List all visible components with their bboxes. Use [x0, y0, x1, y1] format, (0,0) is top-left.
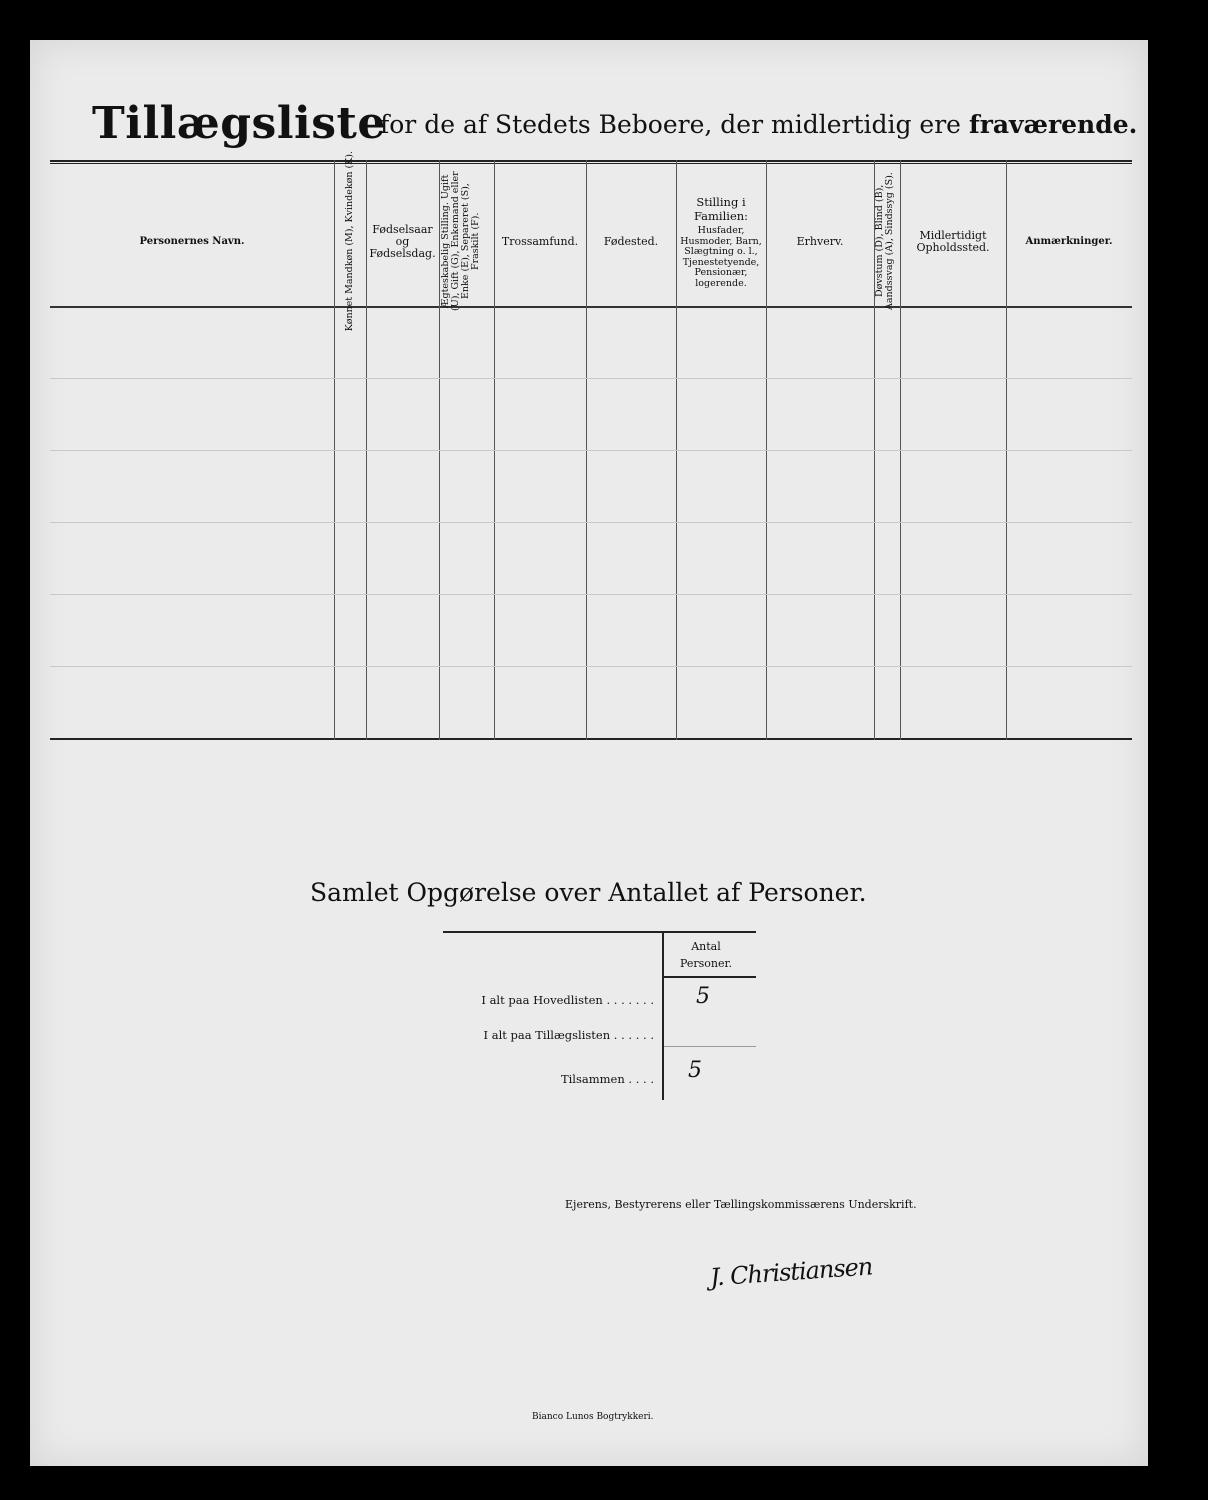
header-disability — [874, 168, 900, 314]
header-birthplace: Fødested. — [603, 235, 659, 248]
row-rule — [50, 594, 1132, 595]
summary-total-rule — [664, 1046, 756, 1047]
header-sex — [334, 150, 366, 332]
header-family-title: Stilling i Familien: — [693, 195, 749, 223]
summary-row-value: 5 — [688, 1058, 702, 1083]
header-sex-text: Kønnet Mandkøn (M), Kvindekøn (K). — [344, 150, 355, 332]
summary-row-label: I alt paa Tillægslisten . . . . . . — [483, 1028, 654, 1042]
header-religion: Trossamfund. — [501, 235, 579, 248]
header-marital — [439, 168, 494, 314]
header-disability-text: Døvstum (D), Blind (B), Aandssvag (A), Sindssyg (S). — [874, 172, 895, 310]
printer-imprint: Bianco Lunos Bogtrykkeri. — [532, 1412, 654, 1422]
summary-divider — [662, 932, 664, 1100]
row-rule — [50, 522, 1132, 523]
form-subtitle-text: for de af Stedets Beboere, der midlertidig ere — [380, 110, 961, 139]
header-marital-text: Ægteskabelig Stilling. Ugift (U), Gift (G), Enkemand eller Enke (E), Separeret (S), Fraskilt (F). — [439, 171, 481, 311]
form-subtitle-emphasis: fraværende. — [968, 110, 1138, 139]
summary-header-rule — [664, 976, 756, 978]
header-family-detail: Husfader, Husmoder, Barn, Slægtning o. l., Tjenestetyende, Pensionær, logerende. — [680, 225, 762, 289]
header-name: Personernes Navn. — [139, 236, 245, 247]
row-rule — [50, 450, 1132, 451]
form-title: Tillægsliste — [92, 98, 386, 149]
census-form-page — [30, 40, 1148, 1466]
signature-label: Ejerens, Bestyrerens eller Tællingskommissærens Underskrift. — [565, 1198, 917, 1211]
table-bottom-rule — [50, 738, 1132, 740]
table-top-rule-thin — [50, 163, 1132, 164]
absentee-table — [50, 150, 1132, 754]
header-occupation: Erhverv. — [796, 235, 844, 248]
header-remarks: Anmærkninger. — [1025, 236, 1113, 247]
summary-row-label: I alt paa Hovedlisten . . . . . . . — [481, 993, 654, 1007]
summary-count-header: Antal Personer. — [679, 940, 733, 970]
summary-top-rule — [443, 931, 756, 933]
summary-row-value: 5 — [696, 984, 710, 1009]
signature: J. Christiansen — [709, 1252, 874, 1292]
form-subtitle — [380, 110, 1137, 139]
header-family-position — [676, 172, 766, 312]
row-rule — [50, 378, 1132, 379]
header-birth: Fødselsaar og Fødselsdag. — [369, 223, 436, 260]
header-temp-residence: Midlertidigt Opholdssted. — [916, 229, 990, 254]
row-rule — [50, 666, 1132, 667]
summary-title: Samlet Opgørelse over Antallet af Personer. — [310, 878, 867, 907]
table-top-rule — [50, 160, 1132, 162]
summary-row-label: Tilsammen . . . . — [560, 1072, 654, 1086]
